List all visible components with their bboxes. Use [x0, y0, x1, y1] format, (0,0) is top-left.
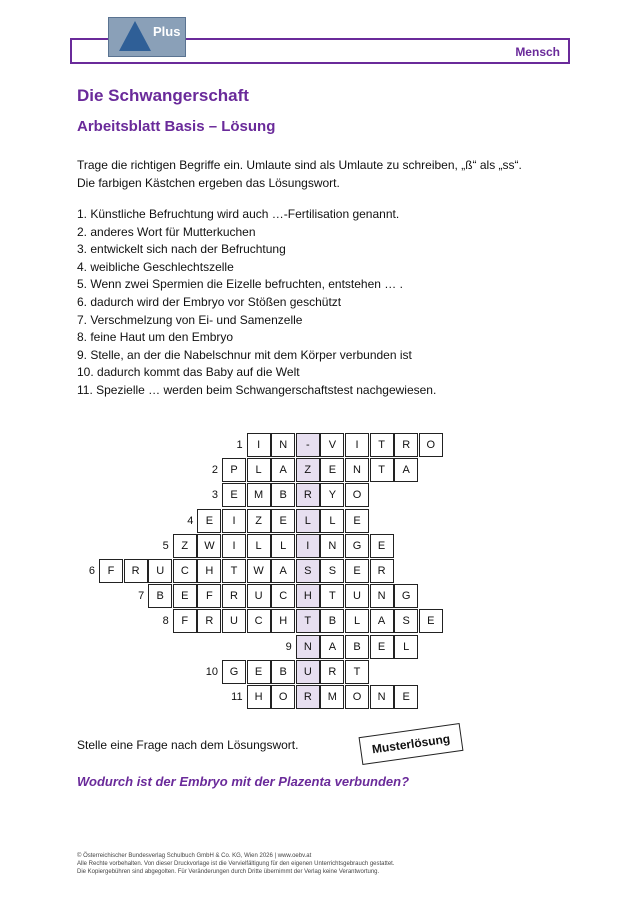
letter-cell: V	[320, 433, 344, 457]
letter-cell: G	[345, 534, 369, 558]
letter-cell: E	[173, 584, 197, 608]
letter-cell: R	[320, 660, 344, 684]
solution-cell: L	[296, 509, 320, 533]
letter-cell: Z	[247, 509, 271, 533]
letter-cell: L	[271, 534, 295, 558]
letter-cell: T	[345, 660, 369, 684]
letter-cell: N	[320, 534, 344, 558]
clue-item: 7. Verschmelzung von Ei- und Samenzelle	[77, 312, 303, 327]
letter-cell: L	[247, 458, 271, 482]
letter-cell: E	[419, 609, 443, 633]
page-subtitle: Arbeitsblatt Basis – Lösung	[77, 118, 276, 135]
letter-cell: G	[394, 584, 418, 608]
letter-cell: O	[345, 483, 369, 507]
letter-cell: L	[247, 534, 271, 558]
letter-cell: U	[345, 584, 369, 608]
clue-item: 8. feine Haut um den Embryo	[77, 330, 234, 345]
question-prompt: Stelle eine Frage nach dem Lösungswort.	[77, 738, 299, 752]
clue-number: 1	[236, 439, 243, 451]
letter-cell: C	[247, 609, 271, 633]
letter-cell: O	[419, 433, 443, 457]
letter-cell: L	[394, 635, 418, 659]
instruction-line: Trage die richtigen Begriffe ein. Umlaute sind als Umlaute zu schreiben, „ß“ als „ss“.	[77, 158, 522, 172]
footer-line: © Österreichischer Bundesverlag Schulbuch GmbH & Co. KG, Wien 2026 | www.oebv.at	[77, 853, 312, 859]
letter-cell: E	[197, 509, 221, 533]
letter-cell: B	[148, 584, 172, 608]
plus-logo	[108, 17, 186, 57]
letter-cell: H	[197, 559, 221, 583]
letter-cell: H	[271, 609, 295, 633]
clue-item: 3. entwickelt sich nach der Befruchtung	[77, 242, 286, 257]
footer	[77, 852, 395, 876]
letter-cell: E	[370, 635, 394, 659]
letter-cell: N	[370, 584, 394, 608]
clue-item: 11. Spezielle … werden beim Schwangerschaftstest nachgewiesen.	[77, 382, 437, 397]
letter-cell: F	[173, 609, 197, 633]
letter-cell: I	[345, 433, 369, 457]
letter-cell: G	[222, 660, 246, 684]
clue-number: 8	[162, 615, 169, 628]
letter-cell: L	[320, 509, 344, 533]
letter-cell: T	[222, 559, 246, 583]
letter-cell: E	[320, 458, 344, 482]
letter-cell: Z	[173, 534, 197, 558]
letter-cell: I	[247, 433, 271, 457]
letter-cell: H	[247, 685, 271, 709]
letter-cell: T	[370, 433, 394, 457]
clue-item: 10. dadurch kommt das Baby auf die Welt	[77, 365, 300, 380]
letter-cell: S	[394, 609, 418, 633]
clue-number: 5	[162, 539, 169, 552]
letter-cell: R	[124, 559, 148, 583]
letter-cell: F	[99, 559, 123, 583]
letter-cell: A	[394, 458, 418, 482]
letter-cell: W	[197, 534, 221, 558]
answer-text: Wodurch ist der Embryo mit der Plazenta verbunden?	[77, 774, 410, 789]
letter-cell: P	[222, 458, 246, 482]
clue-number: 7	[138, 590, 145, 603]
letter-cell: O	[345, 685, 369, 709]
letter-cell: E	[247, 660, 271, 684]
instructions	[77, 156, 522, 192]
letter-cell: U	[247, 584, 271, 608]
letter-cell: B	[345, 635, 369, 659]
letter-cell: M	[320, 685, 344, 709]
letter-cell: F	[197, 584, 221, 608]
clue-item: 4. weibliche Geschlechtszelle	[77, 259, 234, 274]
page-title: Die Schwangerschaft	[77, 86, 249, 105]
logo-triangle-icon	[119, 21, 151, 51]
solution-cell: T	[296, 609, 320, 633]
letter-cell: U	[222, 609, 246, 633]
letter-cell: N	[345, 458, 369, 482]
letter-cell: E	[345, 509, 369, 533]
solution-cell: N	[296, 635, 320, 659]
letter-cell: W	[247, 559, 271, 583]
footer-line: Alle Rechte vorbehalten. Von dieser Druckvorlage ist die Vervielfältigung für den eigenen Unterrichtsgebrauch gestattet.	[77, 861, 395, 867]
solution-cell: I	[296, 534, 320, 558]
letter-cell: A	[271, 458, 295, 482]
letter-cell: A	[271, 559, 295, 583]
instruction-line: Die farbigen Kästchen ergeben das Lösungswort.	[77, 176, 340, 190]
letter-cell: O	[271, 685, 295, 709]
letter-cell: N	[271, 433, 295, 457]
clue-item: 1. Künstliche Befruchtung wird auch …-Fertilisation genannt.	[77, 207, 400, 221]
clue-number: 4	[187, 514, 194, 527]
letter-cell: A	[320, 635, 344, 659]
solution-cell: S	[296, 559, 320, 583]
letter-cell: L	[345, 609, 369, 633]
logo-text: Plus	[153, 24, 181, 39]
solution-cell: R	[296, 685, 320, 709]
clue-number: 3	[211, 489, 218, 502]
letter-cell: E	[345, 559, 369, 583]
clue-number: 9	[285, 640, 292, 653]
letter-cell: B	[320, 609, 344, 633]
clue-number: 11	[231, 691, 243, 703]
solution-cell: -	[296, 433, 320, 457]
letter-cell: E	[394, 685, 418, 709]
sample-solution-stamp: Musterlösung	[359, 723, 464, 765]
letter-cell: C	[271, 584, 295, 608]
solution-cell: R	[296, 483, 320, 507]
letter-cell: U	[148, 559, 172, 583]
clue-number: 10	[205, 665, 218, 678]
subject-label: Mensch	[515, 45, 560, 59]
letter-cell: Y	[320, 483, 344, 507]
letter-cell: T	[370, 458, 394, 482]
solution-cell: Z	[296, 458, 320, 482]
letter-cell: R	[222, 584, 246, 608]
letter-cell: C	[173, 559, 197, 583]
letter-cell: E	[370, 534, 394, 558]
clue-number: 2	[211, 464, 218, 477]
letter-cell: N	[370, 685, 394, 709]
clue-item: 5. Wenn zwei Spermien die Eizelle befruchten, entstehen … .	[77, 277, 403, 292]
letter-cell: M	[247, 483, 271, 507]
solution-cell: U	[296, 660, 320, 684]
letter-cell: I	[222, 509, 246, 533]
letter-cell: T	[320, 584, 344, 608]
clue-number: 6	[88, 565, 95, 577]
solution-cell: H	[296, 584, 320, 608]
letter-cell: S	[320, 559, 344, 583]
letter-cell: B	[271, 483, 295, 507]
letter-cell: R	[394, 433, 418, 457]
letter-cell: A	[370, 609, 394, 633]
letter-cell: B	[271, 660, 295, 684]
letter-cell: E	[222, 483, 246, 507]
clue-item: 9. Stelle, an der die Nabelschnur mit dem Körper verbunden ist	[77, 347, 412, 362]
letter-cell: E	[271, 509, 295, 533]
clue-list	[77, 206, 436, 400]
clue-item: 2. anderes Wort für Mutterkuchen	[77, 224, 256, 239]
footer-line: Die Kopiergebühren sind abgegolten. Für Veränderungen durch Dritte übernimmt der Verlag keine Verantwortung.	[77, 869, 380, 875]
letter-cell: R	[197, 609, 221, 633]
letter-cell: I	[222, 534, 246, 558]
letter-cell: R	[370, 559, 394, 583]
clue-item: 6. dadurch wird der Embryo vor Stößen geschützt	[77, 294, 342, 309]
